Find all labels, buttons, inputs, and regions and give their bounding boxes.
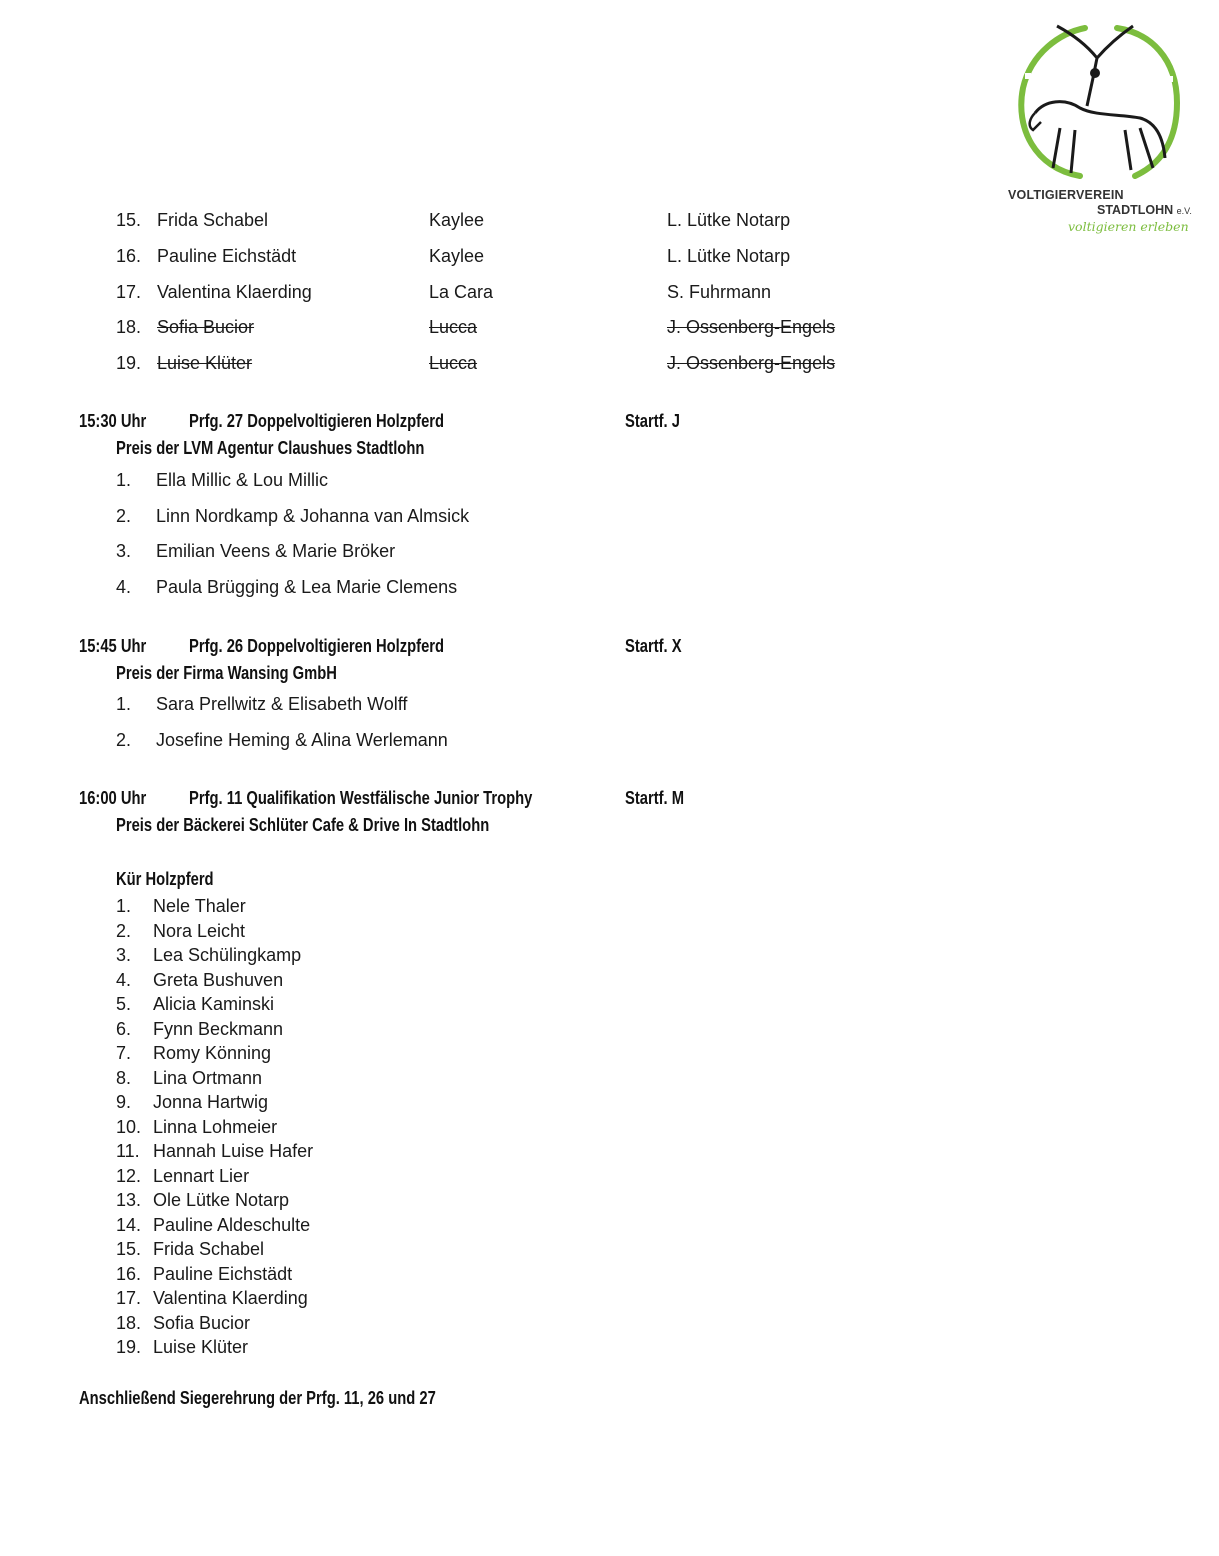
entry-name: Nele Thaler <box>153 896 246 916</box>
entry-number: 16. <box>116 1263 142 1284</box>
entry-horse: Kaylee <box>429 246 485 266</box>
entry-name: Sofia Bucior <box>157 317 255 337</box>
logo-club-city: STADTLOHN e.V. <box>1097 203 1192 217</box>
entry-name: Greta Bushuven <box>153 969 284 990</box>
entry-number: 19. <box>116 353 142 373</box>
entry-number: 17. <box>116 1288 142 1308</box>
entry-name: Alicia Kaminski <box>153 994 275 1014</box>
entry-number: 16. <box>116 246 142 266</box>
entry-name: Valentina Klaerding <box>153 1288 308 1308</box>
entry-number: 4. <box>116 969 132 990</box>
section-prize: Preis der Firma Wansing GmbH <box>116 663 337 683</box>
entry-number: 9. <box>116 1092 132 1112</box>
section-arena: Startf. X <box>625 636 682 656</box>
entry-name: Frida Schabel <box>153 1239 265 1259</box>
entry-horse: Lucca <box>429 353 478 373</box>
entry-name: Fynn Beckmann <box>153 1018 284 1039</box>
entry-name: Linna Lohmeier <box>153 1116 278 1137</box>
section-time: 15:30 Uhr <box>79 411 147 431</box>
entry-name: Lea Schülingkamp <box>153 945 302 965</box>
section-time: 15:45 Uhr <box>79 636 147 656</box>
entry-horse: Lucca <box>429 317 478 337</box>
entry-number: 15. <box>116 210 142 230</box>
entry-name: Pauline Eichstädt <box>157 246 297 266</box>
entry-name: Lennart Lier <box>153 1165 250 1186</box>
entry-number: 13. <box>116 1190 142 1210</box>
entry-name: Sara Prellwitz & Elisabeth Wolff <box>156 694 408 714</box>
entry-number: 19. <box>116 1337 142 1357</box>
logo-slogan: voltigieren erleben <box>1068 219 1189 234</box>
entry-name: Pauline Aldeschulte <box>153 1214 311 1235</box>
entry-name: Frida Schabel <box>157 210 269 230</box>
entry-number: 4. <box>116 577 132 597</box>
entry-number: 3. <box>116 541 132 561</box>
entry-number: 2. <box>116 920 132 941</box>
entry-name: Lina Ortmann <box>153 1067 263 1088</box>
entry-number: 2. <box>116 506 132 526</box>
entry-number: 2. <box>116 730 132 750</box>
entry-name: Sofia Bucior <box>153 1312 251 1333</box>
horse-vaulter-icon <box>1005 18 1205 193</box>
entry-name: Ella Millic & Lou Millic <box>156 470 329 490</box>
entry-name: Jonna Hartwig <box>153 1092 269 1112</box>
entry-number: 8. <box>116 1067 132 1088</box>
entry-name: Luise Klüter <box>157 353 253 373</box>
entry-name: Paula Brügging & Lea Marie Clemens <box>156 577 458 597</box>
entry-name: Linn Nordkamp & Johanna van Almsick <box>156 506 470 526</box>
entry-number: 10. <box>116 1116 142 1137</box>
section-title: Prfg. 11 Qualifikation Westfälische Junior Trophy <box>189 788 533 808</box>
entry-number: 7. <box>116 1043 132 1063</box>
entry-number: 18. <box>116 317 142 337</box>
entry-name: Pauline Eichstädt <box>153 1263 293 1284</box>
club-logo <box>1005 18 1205 240</box>
logo-club-name: VOLTIGIERVEREIN <box>1008 188 1124 202</box>
section-prize: Preis der Bäckerei Schlüter Cafe & Drive In Stadtlohn <box>116 815 490 835</box>
closing-note: Anschließend Siegerehrung der Prfg. 11, 26 und 27 <box>79 1388 436 1408</box>
entry-horse: Kaylee <box>429 210 485 230</box>
entry-horse: La Cara <box>429 282 494 302</box>
section-arena: Startf. M <box>625 788 685 808</box>
entry-number: 1. <box>116 470 132 490</box>
section-prize: Preis der LVM Agentur Claushues Stadtlohn <box>116 438 425 458</box>
entry-name: Romy Könning <box>153 1043 272 1063</box>
entry-number: 17. <box>116 282 142 302</box>
entry-name: Emilian Veens & Marie Bröker <box>156 541 396 561</box>
section-title: Prfg. 26 Doppelvoltigieren Holzpferd <box>189 636 445 656</box>
entry-number: 1. <box>116 896 132 916</box>
entry-number: 18. <box>116 1312 142 1333</box>
entry-number: 1. <box>116 694 132 714</box>
section-time: 16:00 Uhr <box>79 788 147 808</box>
entry-trainer: L. Lütke Notarp <box>667 246 791 266</box>
entry-name: Luise Klüter <box>153 1337 249 1357</box>
entry-name: Josefine Heming & Alina Werlemann <box>156 730 448 750</box>
entry-trainer: J. Ossenberg-Engels <box>667 353 836 373</box>
entry-name: Ole Lütke Notarp <box>153 1190 290 1210</box>
entry-number: 14. <box>116 1214 142 1235</box>
entry-number: 6. <box>116 1018 132 1039</box>
entry-number: 5. <box>116 994 132 1014</box>
section-title: Prfg. 27 Doppelvoltigieren Holzpferd <box>189 411 445 431</box>
kuer-heading: Kür Holzpferd <box>116 869 214 889</box>
entry-name: Valentina Klaerding <box>157 282 312 302</box>
entry-number: 15. <box>116 1239 142 1259</box>
entry-number: 3. <box>116 945 132 965</box>
entry-number: 11. <box>116 1141 140 1161</box>
entry-trainer: J. Ossenberg-Engels <box>667 317 836 337</box>
entry-trainer: L. Lütke Notarp <box>667 210 791 230</box>
section-arena: Startf. J <box>625 411 680 431</box>
entry-name: Nora Leicht <box>153 920 246 941</box>
entry-trainer: S. Fuhrmann <box>667 282 772 302</box>
entry-number: 12. <box>116 1165 142 1186</box>
entry-name: Hannah Luise Hafer <box>153 1141 314 1161</box>
